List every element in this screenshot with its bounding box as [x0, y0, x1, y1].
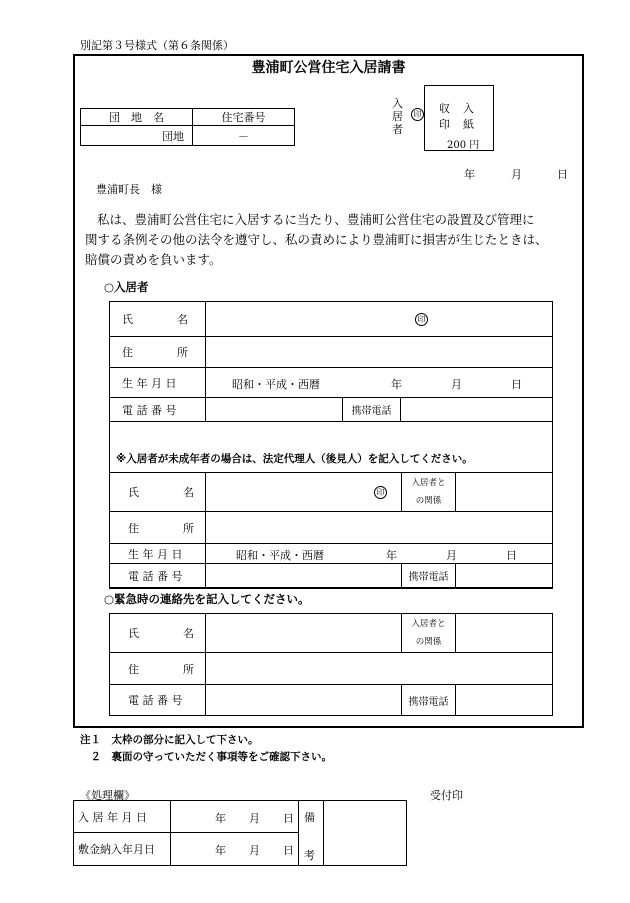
remarks-char-1: 備 [304, 811, 315, 824]
tenant-address-label: 住 所 [110, 337, 206, 368]
addressee: 豊浦町長 様 [96, 183, 162, 196]
stamp-line-2: 印 紙 [439, 118, 475, 131]
guardian-address-field[interactable] [206, 512, 553, 544]
guardian-note: ※入居者が未成年者の場合は、法定代理人（後見人）を記入してください。 [116, 453, 473, 465]
move-in-day: 日 [283, 812, 294, 825]
deposit-date-field[interactable] [171, 833, 299, 866]
processing-heading: 《処理欄》 [80, 789, 135, 802]
guardian-birth-field[interactable] [206, 544, 553, 564]
estate-table [80, 108, 295, 146]
estate-name-header: 団 地 名 [81, 109, 193, 126]
emergency-relation-line-1: 入居者と [411, 619, 446, 629]
form-number-note: 別記第３号様式（第６条関係） [80, 39, 234, 52]
applicant-char-1: 入 [392, 97, 403, 110]
note-2: ２ 裏面の守っていただく事項等をご確認下さい。 [80, 751, 332, 763]
move-in-year: 年 [215, 812, 226, 825]
emergency-name-field[interactable] [206, 614, 402, 653]
applicant-seal-mark: 印 [411, 107, 424, 121]
tenant-mobile-label: 携帯電話 [343, 398, 401, 422]
note-1: 注１ 太枠の部分に記入して下さい。 [80, 734, 259, 746]
guardian-table [109, 472, 553, 588]
tenant-name-label: 氏 名 [110, 302, 206, 337]
emergency-mobile-field[interactable] [456, 685, 553, 716]
house-number-header: 住宅番号 [193, 109, 295, 126]
guardian-seal-mark: 印 [374, 486, 387, 499]
tenant-phone-label: 電 話 番 号 [110, 398, 206, 422]
deposit-day: 日 [283, 844, 294, 857]
deposit-year: 年 [215, 844, 226, 857]
tenant-seal-mark: 印 [415, 313, 428, 326]
pledge-line-3: 賠償の責めを負います。 [85, 252, 222, 267]
estate-suffix: 団地 [162, 129, 184, 143]
emergency-section-heading: ○緊急時の連絡先を記入してください。 [104, 592, 310, 606]
applicant-char-2: 居 [392, 110, 403, 123]
tenant-birth-month: 月 [451, 378, 462, 391]
guardian-birth-month: 月 [446, 549, 457, 562]
emergency-table [109, 613, 553, 716]
tenant-birth-year: 年 [391, 378, 402, 391]
guardian-name-label: 氏 名 [110, 473, 206, 512]
tenant-era-options: 昭和・平成・西暦 [232, 378, 320, 391]
tenant-phone-field[interactable] [206, 398, 343, 422]
guardian-mobile-label: 携帯電話 [402, 564, 456, 588]
date-day-label: 日 [557, 168, 568, 181]
guardian-name-field[interactable] [206, 473, 402, 512]
guardian-birth-label: 生 年 月 日 [110, 544, 206, 564]
guardian-relation-line-2: の関係 [415, 496, 442, 506]
stamp-line-1: 収 入 [439, 102, 475, 115]
deposit-date-label: 敷金納入年月日 [74, 833, 171, 866]
guardian-birth-year: 年 [386, 549, 397, 562]
guardian-relation-line-1: 入居者と [411, 478, 446, 488]
guardian-relation-field[interactable] [456, 473, 553, 512]
guardian-phone-label: 電 話 番 号 [110, 564, 206, 588]
guardian-relation-label [402, 473, 456, 512]
tenant-birth-day: 日 [511, 378, 522, 391]
emergency-phone-label: 電 話 番 号 [110, 685, 206, 716]
tenant-address-field[interactable] [206, 337, 553, 368]
emergency-relation-label [402, 614, 456, 653]
date-month-label: 月 [511, 168, 522, 181]
emergency-name-label: 氏 名 [110, 614, 206, 653]
tenant-birth-field[interactable] [206, 368, 553, 398]
move-in-date-label: 入 居 年 月 日 [74, 801, 171, 833]
tenant-table [109, 301, 553, 422]
processing-table [73, 800, 407, 866]
guardian-mobile-field[interactable] [456, 564, 553, 588]
applicant-vertical-label [392, 97, 404, 136]
deposit-month: 月 [249, 844, 260, 857]
guardian-era-options: 昭和・平成・西暦 [236, 549, 324, 562]
house-number-field[interactable] [193, 126, 295, 146]
estate-name-field[interactable] [81, 126, 193, 146]
tenant-name-field[interactable] [206, 302, 553, 337]
received-stamp-label: 受付印 [430, 789, 463, 802]
date-year-label: 年 [464, 168, 475, 181]
tenant-birth-label: 生 年 月 日 [110, 368, 206, 398]
remarks-field[interactable] [324, 801, 407, 866]
stamp-amount: 200 円 [447, 140, 480, 151]
pledge-line-2: 関する条例その他の法令を遵守し、私の責めにより豊浦町に損害が生じたときは、 [85, 232, 548, 247]
remarks-char-2: 考 [304, 849, 315, 862]
applicant-char-3: 者 [392, 123, 403, 136]
move-in-date-field[interactable] [171, 801, 299, 833]
document-title: 豊浦町公営住宅入居請書 [251, 60, 406, 76]
emergency-address-label: 住 所 [110, 653, 206, 685]
move-in-month: 月 [249, 812, 260, 825]
pledge-text [85, 210, 577, 270]
remarks-label [299, 801, 324, 866]
guardian-birth-day: 日 [506, 549, 517, 562]
revenue-stamp-box [424, 85, 494, 151]
emergency-mobile-label: 携帯電話 [402, 685, 456, 716]
emergency-address-field[interactable] [206, 653, 553, 685]
emergency-relation-field[interactable] [456, 614, 553, 653]
tenant-mobile-field[interactable] [401, 398, 553, 422]
guardian-address-label: 住 所 [110, 512, 206, 544]
emergency-relation-line-2: の関係 [415, 637, 442, 647]
pledge-line-1: 私は、豊浦町公営住宅に入居するに当たり、豊浦町公営住宅の設置及び管理に [97, 212, 535, 227]
house-number-dash: － [238, 129, 249, 143]
guardian-phone-field[interactable] [206, 564, 402, 588]
emergency-phone-field[interactable] [206, 685, 402, 716]
tenant-section-heading: ○入居者 [104, 280, 149, 294]
